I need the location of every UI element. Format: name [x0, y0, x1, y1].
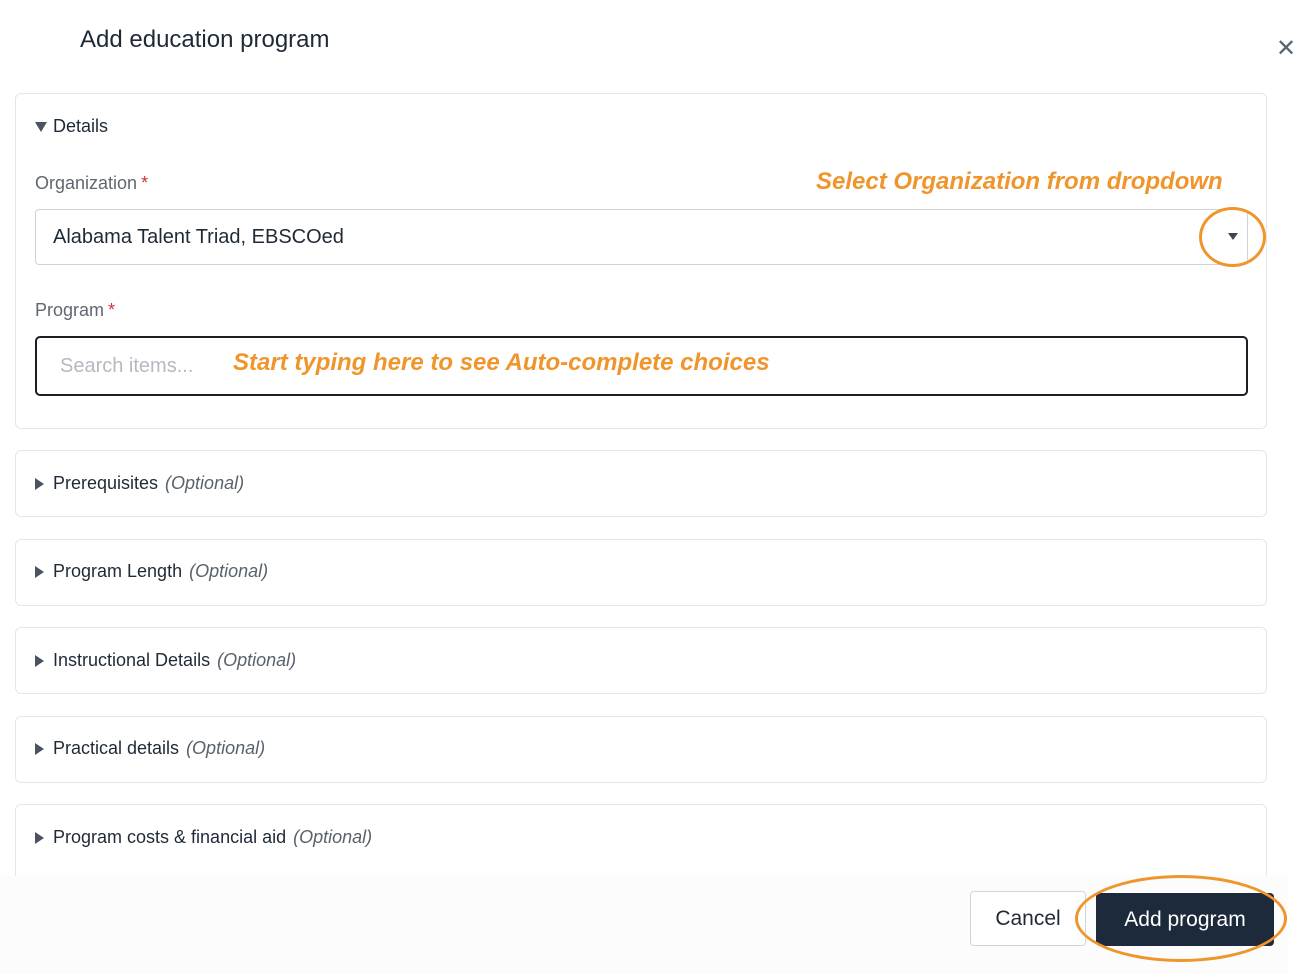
section-label: Program costs & financial aid	[53, 827, 287, 847]
section-header-details[interactable]	[34, 116, 108, 137]
caret-right-icon	[35, 478, 44, 490]
caret-right-icon	[35, 566, 44, 578]
section-label: Details	[53, 116, 109, 136]
dropdown-arrow-icon[interactable]	[1228, 233, 1238, 240]
caret-down-icon	[35, 122, 47, 132]
caret-right-icon	[35, 832, 44, 844]
organization-label	[35, 173, 148, 194]
section-program-length	[15, 539, 1267, 606]
organization-select-value: Alabama Talent Triad, EBSCOed	[53, 225, 344, 248]
section-header-program-length[interactable]	[34, 561, 268, 582]
section-details	[15, 93, 1267, 429]
section-label: Instructional Details	[53, 650, 211, 670]
section-header-prerequisites[interactable]	[34, 473, 244, 494]
cancel-button[interactable]: Cancel	[970, 891, 1086, 946]
organization-label-text: Organization	[35, 173, 138, 193]
optional-tag: (Optional)	[165, 473, 245, 493]
add-program-button[interactable]: Add program	[1096, 893, 1274, 946]
section-label: Program Length	[53, 561, 183, 581]
modal-footer	[0, 876, 1288, 974]
optional-tag: (Optional)	[186, 738, 266, 758]
program-label	[35, 300, 115, 321]
section-instructional-details	[15, 627, 1267, 694]
caret-right-icon	[35, 743, 44, 755]
close-icon[interactable]: ✕	[1276, 35, 1296, 62]
optional-tag: (Optional)	[293, 827, 373, 847]
section-practical-details	[15, 716, 1267, 783]
section-header-practical-details[interactable]	[34, 738, 265, 759]
section-label: Prerequisites	[53, 473, 159, 493]
optional-tag: (Optional)	[189, 561, 269, 581]
section-program-costs	[15, 804, 1267, 884]
section-label: Practical details	[53, 738, 180, 758]
organization-hint-annotation: Select Organization from dropdown	[816, 168, 1223, 195]
required-mark: *	[108, 300, 116, 320]
section-header-instructional-details[interactable]	[34, 650, 296, 671]
organization-select[interactable]	[35, 209, 1248, 265]
optional-tag: (Optional)	[217, 650, 297, 670]
section-prerequisites	[15, 450, 1267, 517]
program-hint-annotation: Start typing here to see Auto-complete choices	[233, 349, 770, 376]
caret-right-icon	[35, 655, 44, 667]
section-header-program-costs[interactable]	[34, 827, 372, 848]
modal-title: Add education program	[80, 26, 330, 53]
required-mark: *	[141, 173, 149, 193]
program-label-text: Program	[35, 300, 105, 320]
